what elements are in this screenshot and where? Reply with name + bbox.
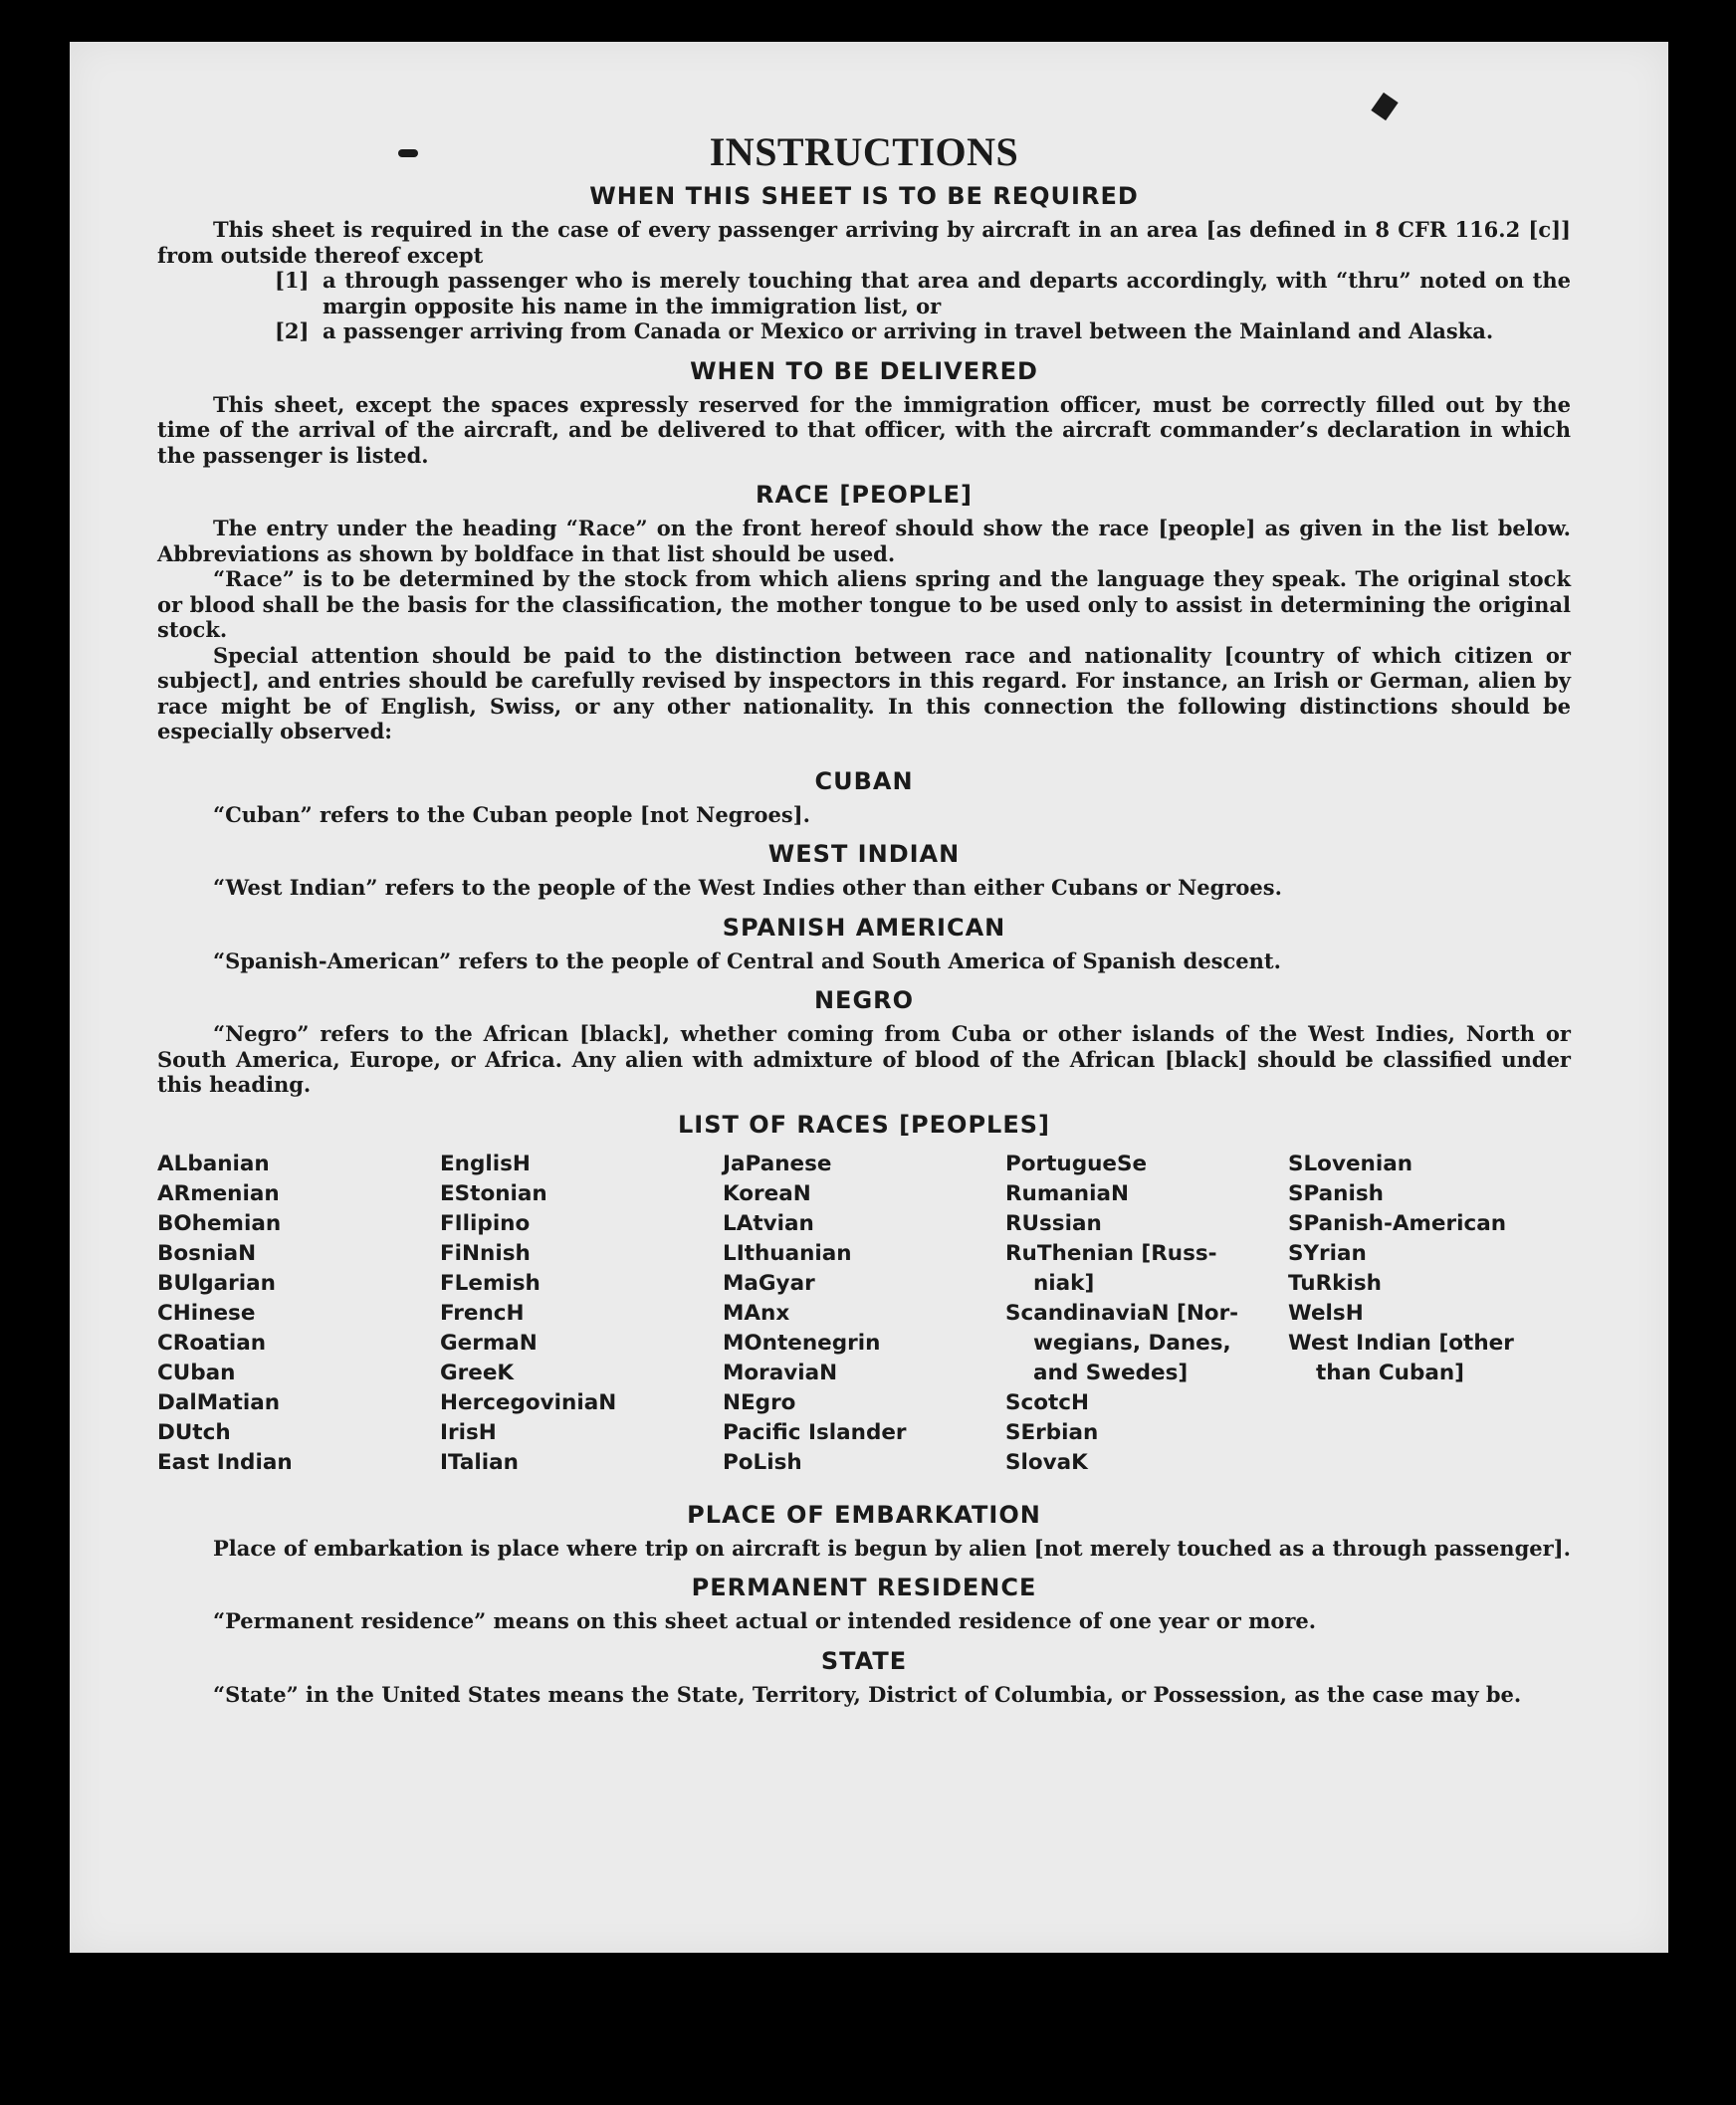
heading-west-indian: WEST INDIAN: [767, 840, 961, 868]
race-entry: CHinese: [157, 1300, 256, 1326]
race-entry: ScotcH: [1005, 1389, 1090, 1415]
race-entry: MAnx: [723, 1300, 790, 1326]
race-entry: FrencH: [440, 1300, 525, 1326]
paragraph-spanish-american: “Spanish-American” refers to the people of Central and South America of Spanish descent.: [213, 947, 1281, 973]
race-entry: CRoatian: [157, 1330, 267, 1356]
ink-speck: [1371, 93, 1398, 120]
race-entry: SPanish: [1288, 1180, 1384, 1206]
exception-text: a through passenger who is merely touching that area and departs accordingly, with “thru” noted on the margin opposite his name in the immigration list, or: [323, 268, 1571, 318]
race-entry: KoreaN: [723, 1180, 811, 1206]
race-entry-continuation: niak]: [1033, 1270, 1095, 1296]
races-column-5: [1288, 1150, 1571, 1478]
race-entry: SlovaK: [1005, 1449, 1088, 1475]
races-column-4: [1005, 1150, 1288, 1478]
heading-spanish-american: SPANISH AMERICAN: [722, 913, 1006, 942]
exception-item-2: [275, 318, 1571, 344]
race-entry: MaGyar: [723, 1270, 815, 1296]
race-entry: GermaN: [440, 1330, 538, 1356]
race-entry-continuation: than Cuban]: [1316, 1360, 1464, 1385]
race-entry: EnglisH: [440, 1151, 531, 1176]
race-entry: RumaniaN: [1005, 1180, 1129, 1206]
race-entry: EStonian: [440, 1180, 547, 1206]
exception-item-1: [275, 268, 1571, 318]
race-entry: SPanish-American: [1288, 1210, 1507, 1236]
exception-text: a passenger arriving from Canada or Mexico or arriving in travel between the Mainland and Alaska.: [323, 318, 1494, 343]
instructions-document: [157, 129, 1571, 1707]
race-entry: RUssian: [1005, 1210, 1102, 1236]
paragraph-west-indian: “West Indian” refers to the people of the West Indies other than either Cubans or Negroes.: [213, 875, 1282, 900]
exception-number: [2]: [275, 318, 310, 343]
race-entry: HercegoviniaN: [440, 1389, 617, 1415]
race-entry: TuRkish: [1288, 1270, 1382, 1296]
heading-state: STATE: [820, 1646, 908, 1675]
race-entry: Pacific Islander: [723, 1419, 907, 1445]
exception-number: [1]: [275, 268, 310, 293]
race-entry: ALbanian: [157, 1151, 270, 1176]
race-entry: FIlipino: [440, 1210, 531, 1236]
paragraph-race-3: Special attention should be paid to the distinction between race and nationality [country of which citizen or subject], and entries should be carefully revised by inspectors in this regard. For instance, an Irish or German, alien by race might be of English, Swiss, or any other nationality. In this connection the following distinctions should be especially observed:: [157, 642, 1571, 743]
paragraph-when-required: This sheet is required in the case of every passenger arriving by aircraft in an area [as defined in 8 CFR 116.2 [c]] from outside thereof except: [157, 217, 1571, 268]
race-entry: MoraviaN: [723, 1360, 838, 1385]
race-entry: SErbian: [1005, 1419, 1099, 1445]
race-entry: West Indian [other: [1288, 1330, 1514, 1356]
race-entry: BUlgarian: [157, 1270, 276, 1296]
race-entry: ARmenian: [157, 1180, 280, 1206]
race-entry: BosniaN: [157, 1240, 257, 1266]
race-entry: PortugueSe: [1005, 1151, 1148, 1176]
races-column-2: [440, 1150, 723, 1478]
paragraph-when-delivered: This sheet, except the spaces expressly reserved for the immigration officer, must be correctly filled out by the time of the arrival of the aircraft, and be delivered to that officer, with the aircraft commander’s declaration in which the passenger is listed.: [157, 391, 1571, 468]
race-entry: DUtch: [157, 1419, 231, 1445]
race-entry-continuation: and Swedes]: [1033, 1360, 1189, 1385]
race-entry: SLovenian: [1288, 1151, 1413, 1176]
races-column-3: [723, 1150, 1005, 1478]
races-list: [157, 1150, 1571, 1478]
race-entry: WelsH: [1288, 1300, 1364, 1326]
race-entry: LAtvian: [723, 1210, 814, 1236]
race-entry: FLemish: [440, 1270, 541, 1296]
race-entry: NEgro: [723, 1389, 796, 1415]
race-entry: LIthuanian: [723, 1240, 852, 1266]
races-column-1: [157, 1150, 440, 1478]
heading-cuban: CUBAN: [814, 766, 914, 795]
paragraph-race-2: “Race” is to be determined by the stock from which aliens spring and the language they speak. The original stock or blood shall be the basis for the classification, the mother tongue to be used only to assist in determining the original stock.: [157, 566, 1571, 642]
heading-when-delivered: WHEN TO BE DELIVERED: [690, 356, 1038, 385]
race-entry: RuThenian [Russ-: [1005, 1240, 1217, 1266]
race-entry: East Indian: [157, 1449, 293, 1475]
race-entry: FiNnish: [440, 1240, 531, 1266]
race-entry: JaPanese: [723, 1151, 832, 1176]
race-entry: ScandinaviaN [Nor-: [1005, 1300, 1239, 1326]
heading-race: RACE [PEOPLE]: [755, 481, 974, 509]
paragraph-negro: “Negro” refers to the African [black], whether coming from Cuba or other islands of the West Indies, North or South America, Europe, or Africa. Any alien with admixture of blood of the African [black] should be classified under this heading.: [157, 1021, 1571, 1097]
paragraph-embarkation: Place of embarkation is place where trip on aircraft is begun by alien [not merely touched as a through passenger].: [213, 1535, 1571, 1561]
paragraph-permanent-residence: “Permanent residence” means on this sheet actual or intended residence of one year or more.: [213, 1608, 1317, 1633]
heading-permanent-residence: PERMANENT RESIDENCE: [691, 1574, 1037, 1601]
heading-when-required: WHEN THIS SHEET IS TO BE REQUIRED: [589, 182, 1139, 210]
race-entry: ITalian: [440, 1449, 519, 1475]
race-entry: CUban: [157, 1360, 236, 1385]
race-entry: GreeK: [440, 1360, 515, 1385]
paragraph-cuban: “Cuban” refers to the Cuban people [not Negroes].: [213, 801, 810, 827]
race-entry: SYrian: [1288, 1240, 1367, 1266]
race-entry: IrisH: [440, 1419, 497, 1445]
race-entry: PoLish: [723, 1449, 802, 1475]
race-entry: MOntenegrin: [723, 1330, 881, 1356]
heading-list-of-races: LIST OF RACES [PEOPLES]: [678, 1110, 1050, 1139]
document-sheet: [70, 42, 1668, 1953]
race-entry-continuation: wegians, Danes,: [1033, 1330, 1231, 1356]
page-title: INSTRUCTIONS: [709, 129, 1019, 174]
paragraph-state: “State” in the United States means the State, Territory, District of Columbia, or Possession, as the case may be.: [213, 1681, 1522, 1707]
race-entry: BOhemian: [157, 1210, 282, 1236]
heading-embarkation: PLACE OF EMBARKATION: [687, 1500, 1041, 1529]
heading-negro: NEGRO: [813, 986, 915, 1014]
race-entry: DalMatian: [157, 1389, 281, 1415]
paragraph-race-1: The entry under the heading “Race” on the front hereof should show the race [people] as given in the list below. Abbreviations as shown by boldface in that list should be used.: [157, 516, 1571, 566]
